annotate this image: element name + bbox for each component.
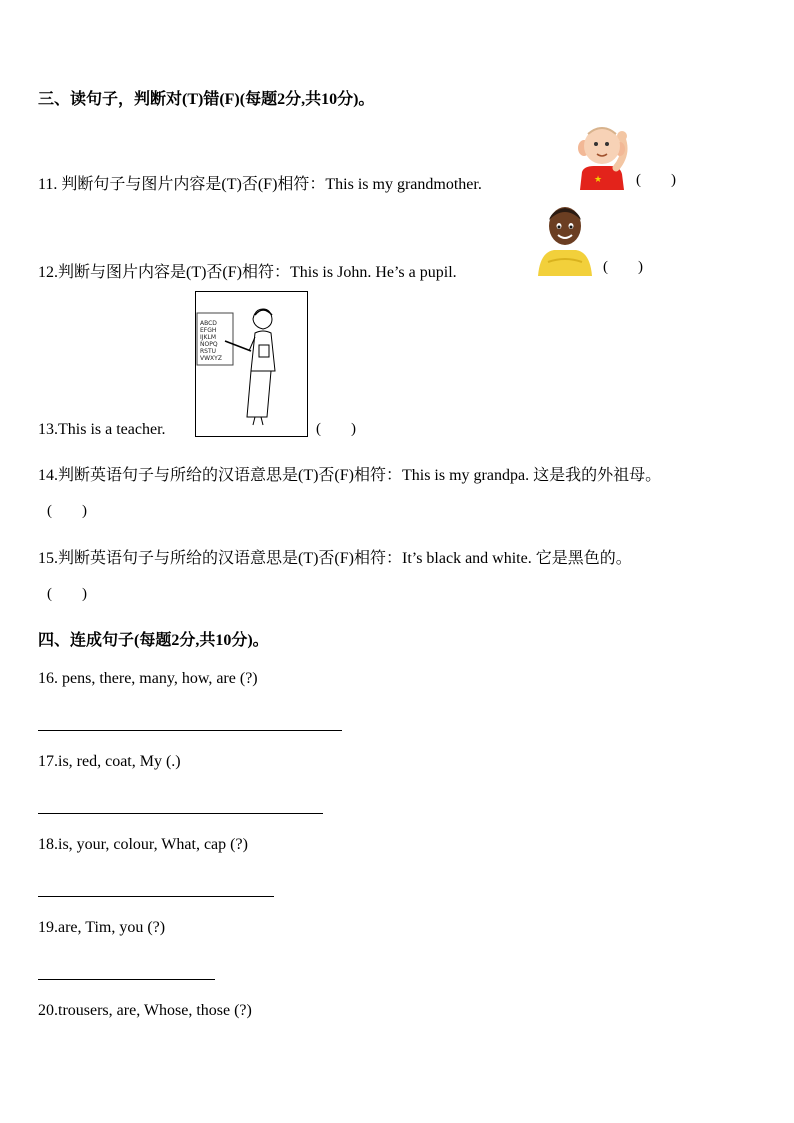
question-11-answer-parentheses[interactable]: ( ) [636,172,676,188]
question-14-text: 14.判断英语句子与所给的汉语意思是(T)否(F)相符：This is my grandpa. 这是我的外祖母。 [38,467,662,484]
board-letters-row-3: IJKLM [200,334,216,341]
question-12-answer-parentheses[interactable]: ( ) [603,259,643,275]
question-15-answer-parentheses[interactable]: ( ) [47,586,87,602]
question-18-answer-line[interactable] [38,896,274,897]
question-15-text: 15.判断英语句子与所给的汉语意思是(T)否(F)相符：It’s black and white. 它是黑色的。 [38,550,632,567]
section-4-heading: 四、连成句子(每题2分,共10分)。 [38,632,269,649]
question-19-answer-line[interactable] [38,979,215,980]
question-17-answer-line[interactable] [38,813,323,814]
section-3-heading: 三、读句子，判断对(T)错(F)(每题2分,共10分)。 [38,91,375,108]
question-17-text: 17.is, red, coat, My (.) [38,753,181,770]
question-20-text: 20.trousers, are, Whose, those (?) [38,1002,252,1019]
board-letters-row-1: ABCD [200,320,217,327]
question-18-text: 18.is, your, colour, What, cap (?) [38,836,248,853]
board-letters-row-5: RSTU [200,348,217,355]
grandmother-picture [572,122,632,190]
boy-john-picture [534,202,596,276]
question-16-text: 16. pens, there, many, how, are (?) [38,670,258,687]
question-13-text: 13.This is a teacher. [38,421,166,438]
question-16-answer-line[interactable] [38,730,342,731]
question-11-text: 11. 判断句子与图片内容是(T)否(F)相符：This is my grandmother. [38,176,482,193]
question-12-text: 12.判断与图片内容是(T)否(F)相符：This is John. He’s a pupil. [38,264,457,281]
question-14-answer-parentheses[interactable]: ( ) [47,503,87,519]
board-letters-row-4: NOPQ [200,341,218,348]
question-13-answer-parentheses[interactable]: ( ) [316,421,356,437]
teacher-picture [195,291,308,437]
board-letters-row-2: EFGH [200,327,217,334]
board-letters-row-6: VWXYZ [200,355,222,362]
question-19-text: 19.are, Tim, you (?) [38,919,166,936]
svg-text:★: ★ [594,175,603,185]
